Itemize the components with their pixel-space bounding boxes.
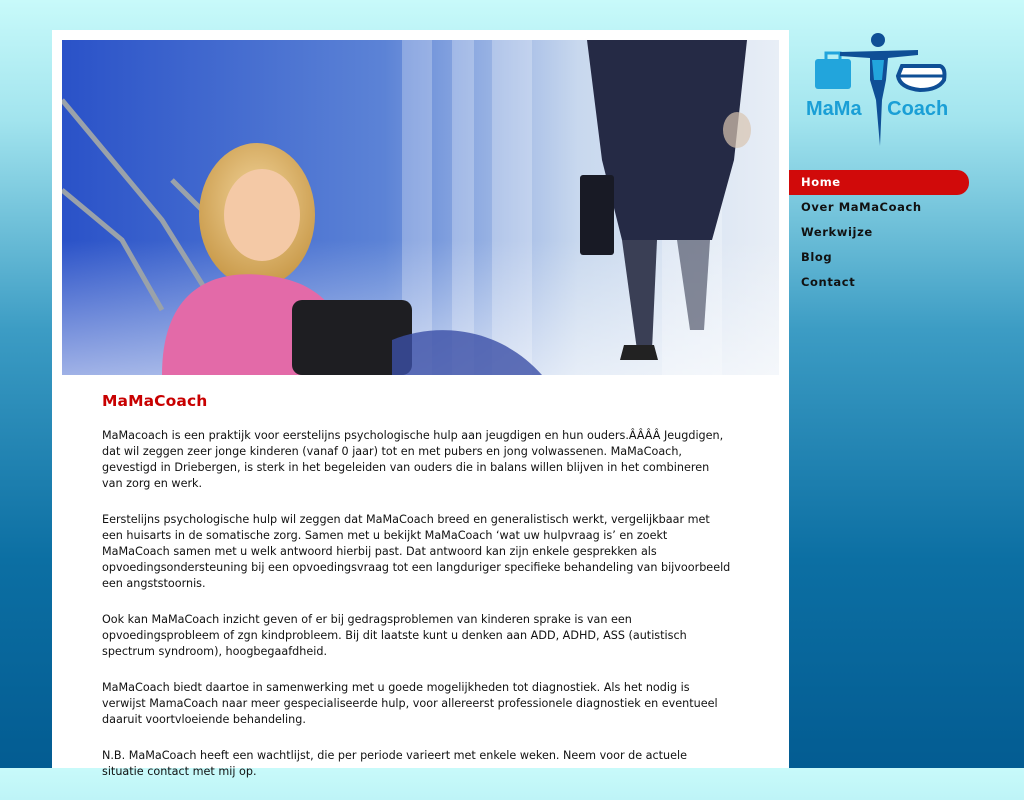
nav-item-contact[interactable]: Contact	[801, 275, 856, 289]
nav-item-blog[interactable]: Blog	[801, 250, 833, 264]
logo-text	[806, 98, 948, 121]
hero-photo	[62, 40, 779, 375]
article-title: MaMaCoach	[102, 392, 208, 410]
nav-item-werkwijze[interactable]: Werkwijze	[801, 225, 873, 239]
article	[102, 392, 732, 800]
content-panel	[52, 30, 789, 778]
article-paragraph: MaMaCoach biedt daartoe in samenwerking met u goede mogelijkheden tot diagnostiek. Als het nodig is verwijst MamaCoach naar meer gespecialiseerde hulp, voor allereerst professionele diagnostiek en eventueel daaruit voortvloeiende behandeling.	[102, 681, 718, 726]
mamacoach-logo-icon	[800, 28, 960, 153]
article-paragraph: N.B. MaMaCoach heeft een wachtlijst, die per periode varieert met enkele weken. Neem voor de actuele situatie contact met mij op.	[102, 749, 687, 778]
logo-word-mama: MaMa	[806, 98, 862, 120]
article-paragraph: Eerstelijns psychologische hulp wil zeggen dat MaMaCoach breed en generalistisch werkt, vergelijkbaar met een huisarts in de somatische zorg. Samen met u bekijkt MaMaCoach ‘wat uw hulpvraag is’ en zoekt MaMaCoach samen met u welk antwoord hierbij past. Dat antwoord kan zijn enkele gesprekken als opvoedingsondersteuning bij een opvoedingsvraag tot een langduriger specifieke behandeling van bijvoorbeeld een angststoornis.	[102, 513, 731, 590]
logo-word-coach: Coach	[887, 98, 949, 120]
article-paragraph: MaMacoach is een praktijk voor eerstelijns psychologische hulp aan jeugdigen en hun ouders.ÂÂÂÂ Jeugdigen, dat wil zeggen zeer jonge kinderen (vanaf 0 jaar) tot en met pubers en jong volwassenen. MaMaCoach, gevestigd in Driebergen, is sterk in het begeleiden van ouders die in balans willen blijven in het combineren van zorg en werk.	[102, 429, 724, 490]
main-nav	[789, 170, 969, 295]
nav-item-over-mamacoach[interactable]: Over MaMaCoach	[801, 200, 922, 214]
hero-photo-image	[62, 40, 779, 375]
article-paragraph: Ook kan MaMaCoach inzicht geven of er bij gedragsproblemen van kinderen sprake is van een opvoedingsprobleem of zgn kindprobleem. Bij dit laatste kunt u denken aan ADD, ADHD, ASS (autistisch spectrum syndroom), hoogbegaafdheid.	[102, 613, 687, 658]
site-logo[interactable]	[800, 28, 960, 153]
nav-item-home[interactable]: Home	[789, 170, 969, 195]
